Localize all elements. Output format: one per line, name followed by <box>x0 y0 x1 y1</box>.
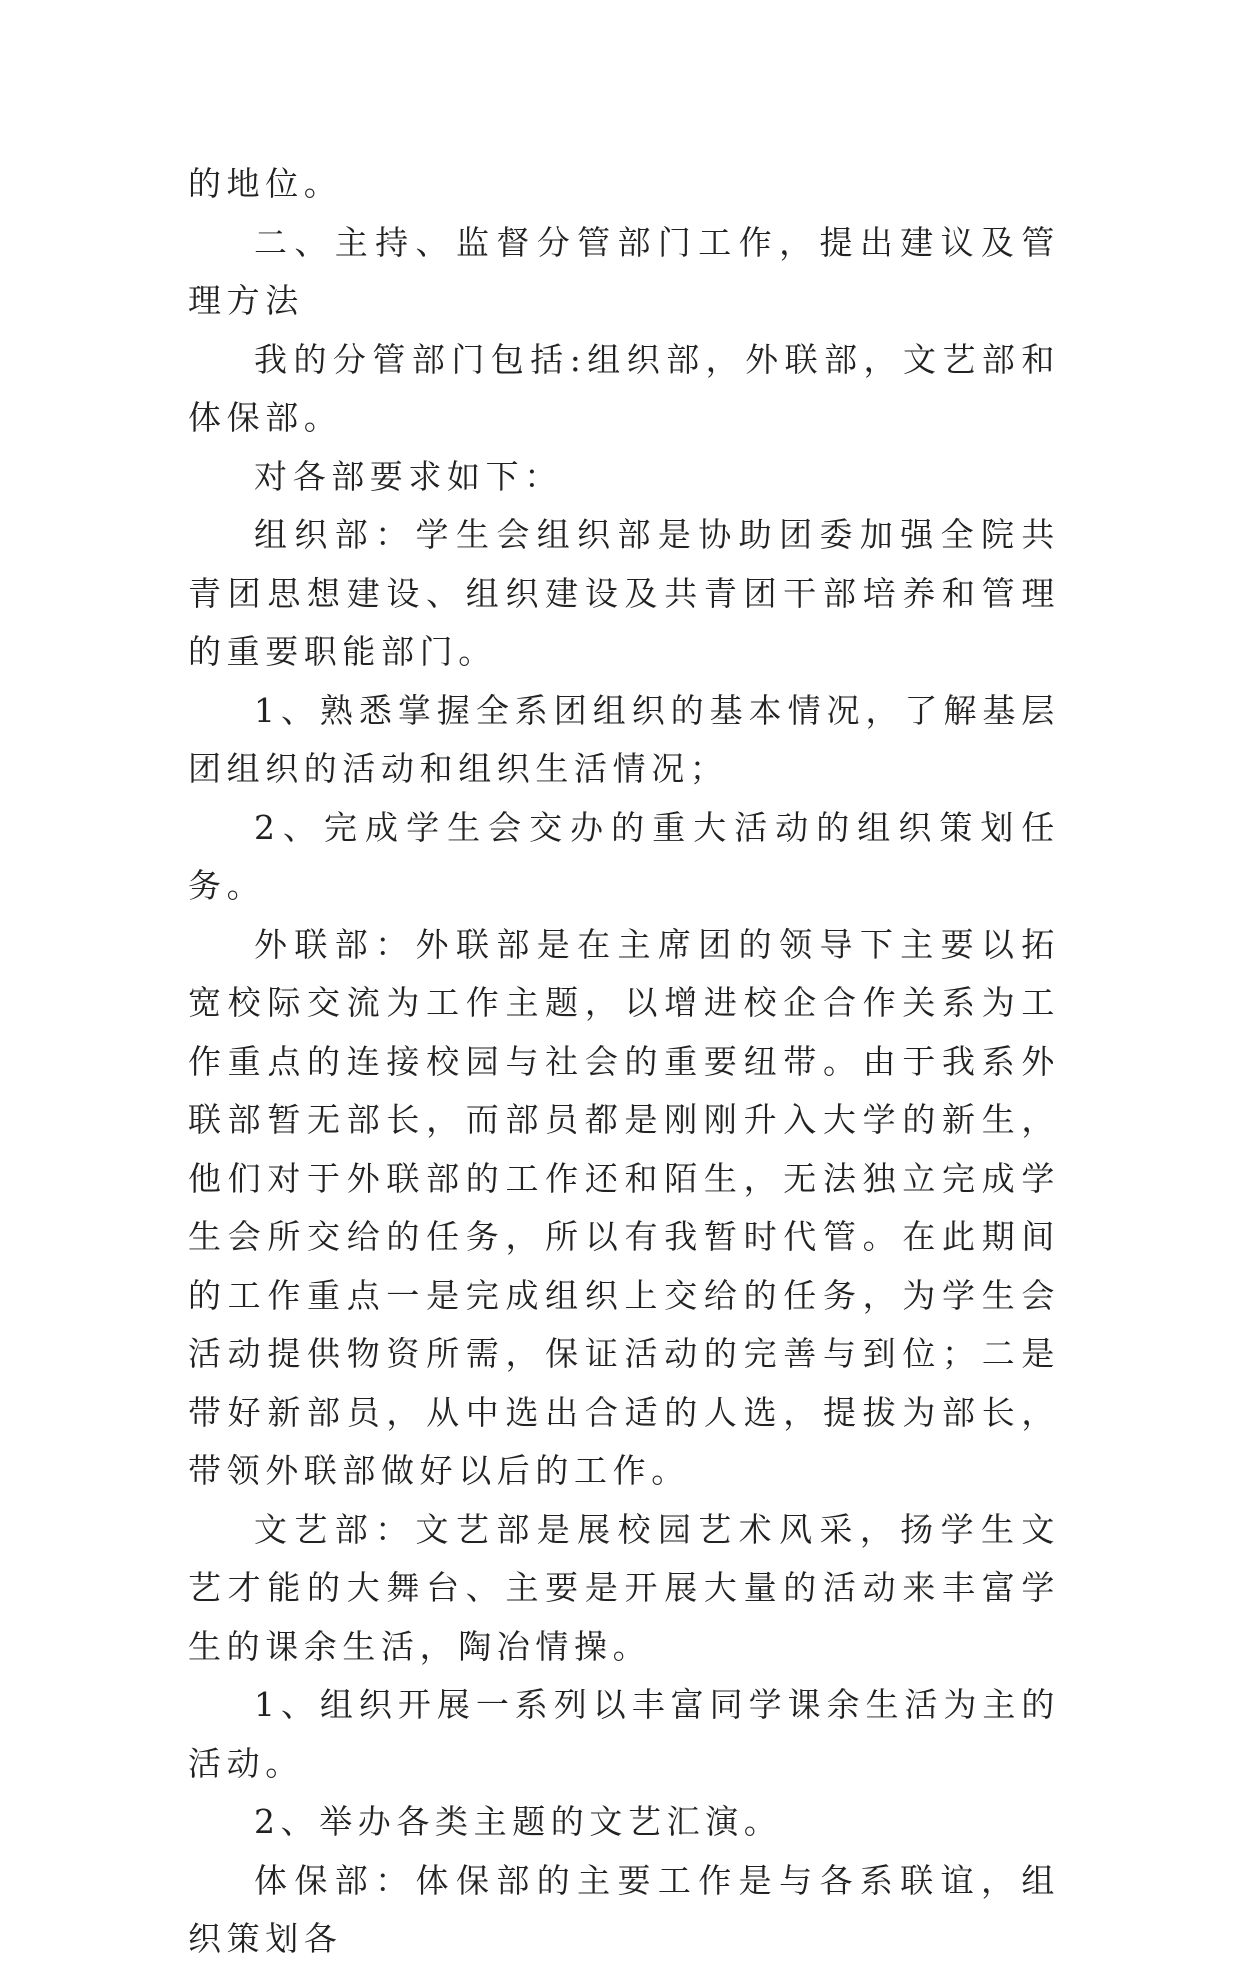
paragraph-arts-dept: 文艺部：文艺部是展校园艺术风采，扬学生文艺才能的大舞台、主要是开展大量的活动来丰富学生的课余生活，陶冶情操。 <box>188 1509 1060 1666</box>
document-body <box>188 155 1060 1969</box>
list-item: 2、举办各类主题的文艺汇演。 <box>254 1802 783 1841</box>
paragraph-external-dept: 外联部：外联部是在主席团的领导下主要以拓宽校际交流为工作主题，以增进校企合作关系为工作重点的连接校园与社会的重要纽带。由于我系外联部暂无部长，而部员都是刚刚升入大学的新生，他们对于外联部的工作还和陌生，无法独立完成学生会所交给的任务，所以有我暂时代管。在此期间的工作重点一是完成组织上交给的任务，为学生会活动提供物资所需，保证活动的完善与到位；二是带好新部员，从中选出合适的人选，提拔为部长，带领外联部做好以后的工作。 <box>188 924 1060 1490</box>
paragraph: 对各部要求如下： <box>254 456 563 496</box>
paragraph-organization-dept: 组织部：学生会组织部是协助团委加强全院共青团思想建设、组织建设及共青团干部培养和管理的重要职能部门。 <box>188 515 1060 671</box>
paragraph: 的地位。 <box>188 164 343 203</box>
section-heading: 二、主持、监督分管部门工作，提出建议及管理方法 <box>188 222 1060 320</box>
list-item: 1、熟悉掌握全系团组织的基本情况，了解基层团组织的活动和组织生活情况； <box>188 690 1060 788</box>
paragraph-sports-dept: 体保部：体保部的主要工作是与各系联谊，组织策划各 <box>188 1860 1060 1958</box>
paragraph: 我的分管部门包括:组织部，外联部，文艺部和体保部。 <box>188 339 1060 437</box>
list-item: 1、组织开展一系列以丰富同学课余生活为主的活动。 <box>188 1685 1060 1783</box>
list-item: 2、完成学生会交办的重大活动的组织策划任务。 <box>188 807 1060 905</box>
